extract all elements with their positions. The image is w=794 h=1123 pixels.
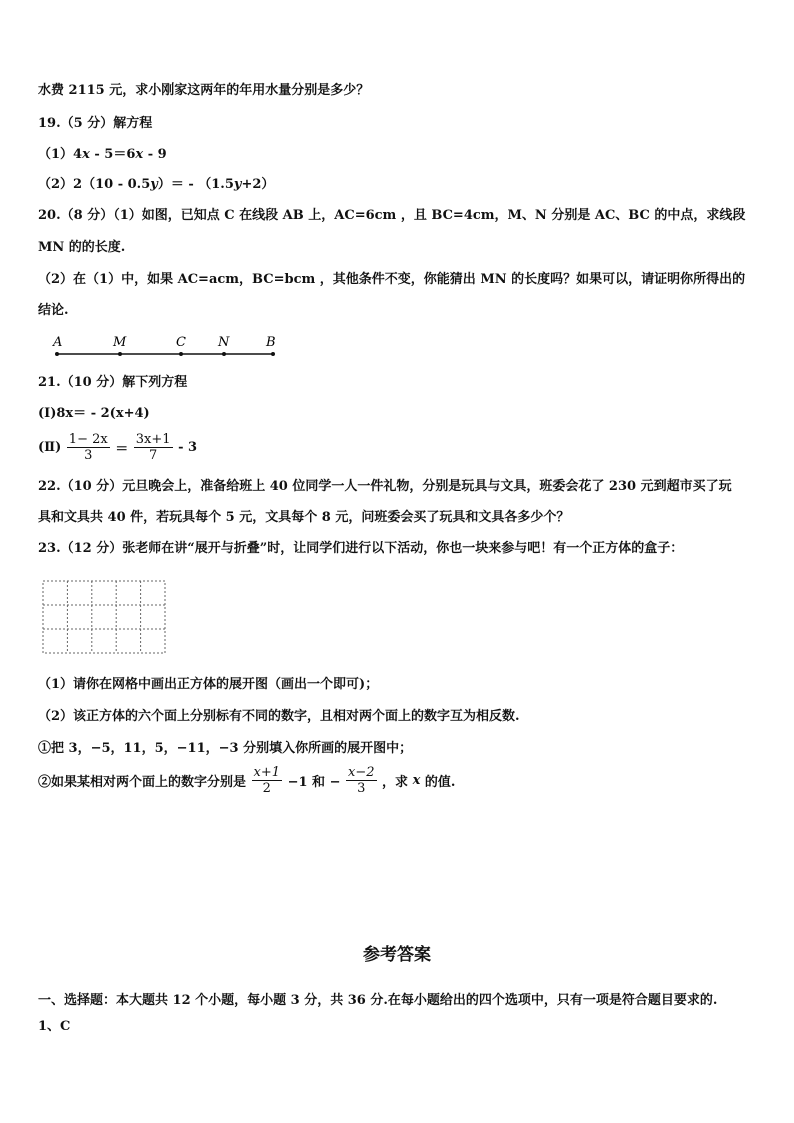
point-m-label: M	[113, 335, 127, 350]
point-c-dot	[179, 352, 183, 356]
q21-2-numerator-right: 3x+1	[135, 432, 171, 447]
point-a-label: A	[53, 335, 63, 350]
question-19-part-2	[38, 177, 274, 193]
q21-2-fraction-left	[67, 432, 110, 463]
question-21-part-1: (Ⅰ)8x＝ - 2(x+4)	[38, 406, 150, 421]
grid-border	[43, 581, 165, 653]
answer-1: 1、C	[38, 1019, 71, 1034]
q21-2-equals: ＝	[115, 442, 129, 457]
q19-2-pre: （2）2（10 - 0.5	[38, 177, 151, 192]
q23-b-denominator-2: 3	[357, 781, 366, 796]
question-20-line-2: MN 的的长度.	[38, 240, 126, 255]
point-b-dot	[271, 352, 275, 356]
q19-1-pre: （1）4	[38, 147, 83, 162]
answer-section-1-heading: 一、选择题：本大题共 12 个小题，每小题 3 分，共 36 分.在每小题给出的四个选项中，只有一项是符合题目要求的.	[38, 993, 718, 1008]
q23-b-var-x: x	[412, 773, 421, 788]
question-21-title: 21.（10 分）解下列方程	[38, 375, 188, 390]
q19-1-var-x2: x	[135, 147, 144, 162]
q19-1-mid: - 5＝6	[89, 147, 136, 162]
q23-b-numerator-1: x+1	[253, 765, 281, 780]
q23-b-pre: ②如果某相对两个面上的数字分别是	[38, 775, 247, 790]
q21-2-denominator-left: 3	[84, 448, 93, 463]
question-19-title: 19.（5 分）解方程	[38, 116, 153, 131]
question-20-line-4: 结论.	[38, 303, 69, 318]
question-23-title: 23.（12 分）张老师在讲“展开与折叠”时，让同学们进行以下活动，你也一块来参与吧！有一个正方体的盒子：	[38, 541, 684, 556]
question-21-part-2	[38, 432, 197, 463]
point-c-label: C	[176, 335, 186, 350]
question-22-line-2: 具和文具共 40 件，若玩具每个 5 元，文具每个 8 元，问班委会买了玩具和文具各多少个？	[38, 510, 570, 525]
question-23-part-1: （1）请你在网格中画出正方体的展开图（画出一个即可)；	[38, 677, 379, 692]
q23-b-post1: ，求	[382, 775, 413, 790]
q19-2-var-y2: y	[233, 177, 242, 192]
question-23-sub-b	[38, 765, 455, 796]
point-m-dot	[118, 352, 122, 356]
q19-2-var-y1: y	[150, 177, 158, 192]
question-19-part-1	[38, 147, 167, 163]
q23-b-post2: 的值.	[420, 775, 456, 790]
question-23-sub-a: ①把 3，−5，11，5，−11，−3 分别填入你所画的展开图中；	[38, 741, 413, 756]
point-n-label: N	[218, 335, 230, 350]
q21-2-post: - 3	[178, 440, 198, 455]
drawing-grid	[42, 580, 168, 660]
q23-b-denominator-1: 2	[262, 781, 271, 796]
q21-2-pre: (Ⅱ)	[38, 440, 62, 455]
q23-b-fraction-2	[346, 765, 377, 796]
q23-b-fraction-1	[252, 765, 283, 796]
point-b-label: B	[266, 335, 276, 350]
answer-section-title: 参考答案	[363, 945, 431, 965]
q21-2-denominator-right: 7	[149, 448, 158, 463]
q19-2-mid: ）＝ - （1.5	[157, 177, 234, 192]
q21-2-numerator-left: 1− 2x	[68, 432, 108, 447]
q19-2-post: +2）	[241, 177, 275, 192]
q21-2-fraction-right	[134, 432, 173, 463]
line-segment-figure	[50, 334, 280, 360]
question-23-part-2: （2）该正方体的六个面上分别标有不同的数字，且相对两个面上的数字互为相反数.	[38, 709, 520, 724]
question-20-line-3: （2）在（1）中，如果 AC=acm，BC=bcm ，其他条件不变，你能猜出 MN 的长度吗？如果可以，请证明你所得出的	[38, 272, 746, 287]
question-20-line-1: 20.（8 分）（1）如图，已知点 C 在线段 AB 上，AC=6cm ，且 BC=4cm，M、N 分别是 AC、BC 的中点，求线段	[38, 208, 746, 223]
q23-b-mid: −1 和 −	[287, 775, 341, 790]
point-a-dot	[55, 352, 59, 356]
point-n-dot	[222, 352, 226, 356]
question-22-line-1: 22.（10 分）元旦晚会上，准备给班上 40 位同学一人一件礼物，分别是玩具与文具，班委会花了 230 元到超市买了玩	[38, 479, 732, 494]
q23-b-numerator-2: x−2	[348, 765, 375, 780]
q19-1-var-x1: x	[82, 147, 90, 162]
q19-1-post: - 9	[143, 147, 167, 162]
text-line-water-fee: 水费 2115 元，求小刚家这两年的年用水量分别是多少？	[38, 83, 370, 98]
